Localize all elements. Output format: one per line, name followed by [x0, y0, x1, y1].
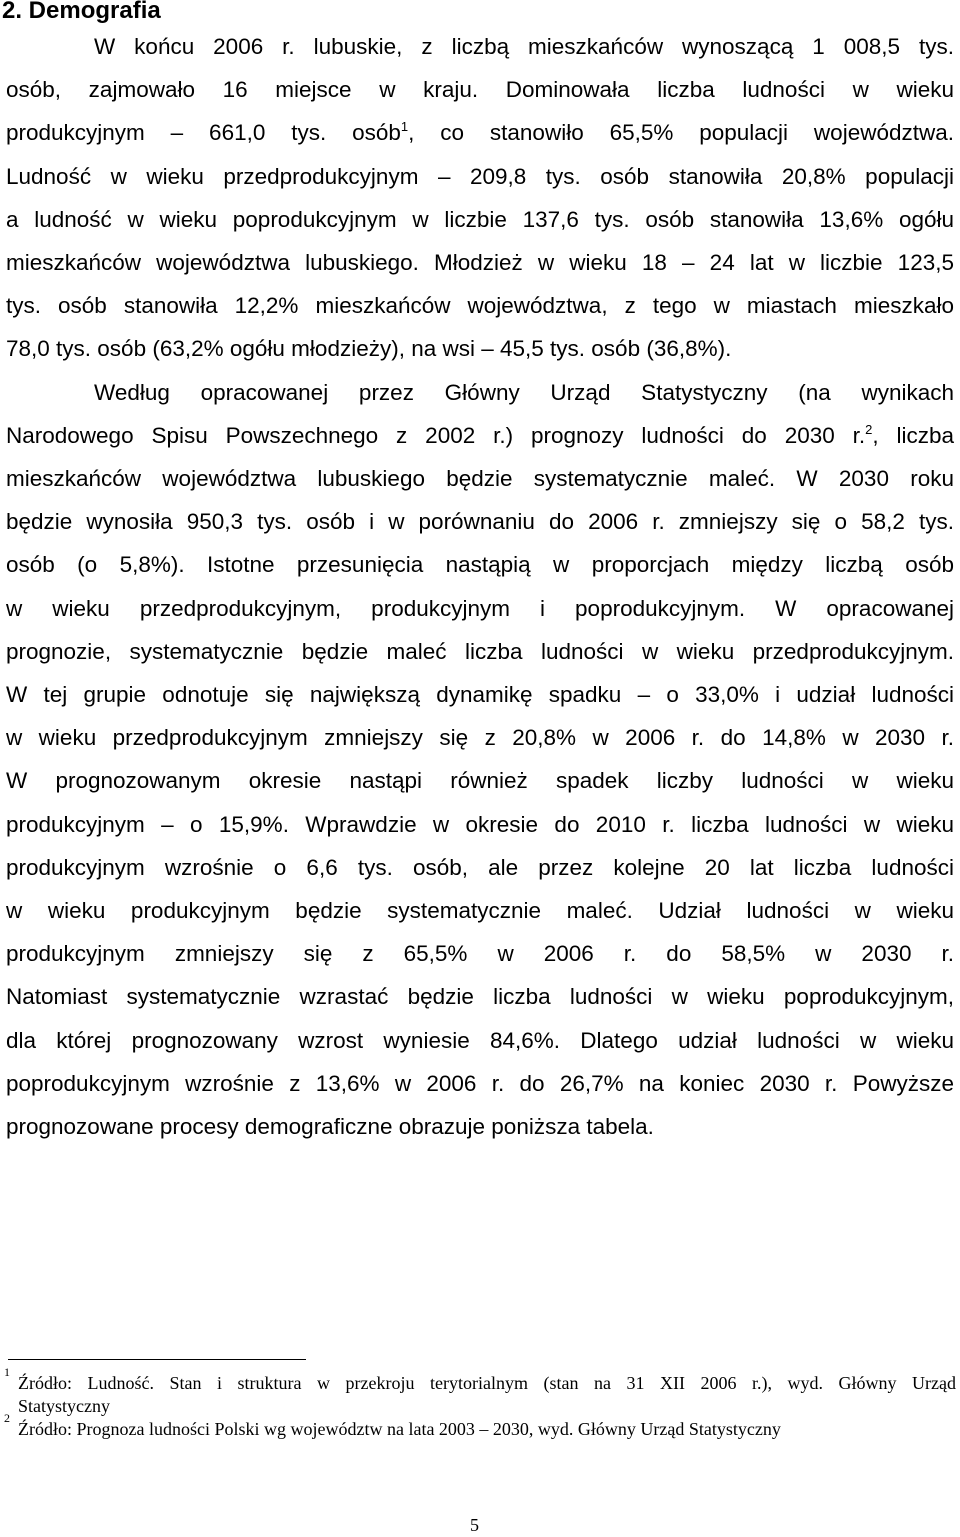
text-segment: , liczba — [872, 422, 954, 448]
text-line: Natomiast systematycznie wzrastać będzie liczba ludności w wieku poprodukcyjnym, — [6, 984, 954, 1010]
text-line: prognozie, systematycznie będzie maleć liczba ludności w wieku przedprodukcyjnym. — [6, 638, 954, 664]
text-line: osób (o 5,8%). Istotne przesunięcia nastąpią w proporcjach między liczbą osób — [6, 552, 954, 578]
text-line: W tej grupie odnotuje się największą dynamikę spadku – o 33,0% i udział ludności — [6, 682, 954, 707]
text-line: tys. osób stanowiła 12,2% mieszkańców województwa, z tego w miastach mieszkało — [6, 293, 954, 319]
text-line: a ludność w wieku poprodukcyjnym w liczbie 137,6 tys. osób stanowiła 13,6% ogółu — [6, 206, 954, 232]
text-line: Ludność w wieku przedprodukcyjnym – 209,8 tys. osób stanowiła 20,8% populacji — [6, 163, 954, 189]
text-line: poprodukcyjnym wzrośnie z 13,6% w 2006 r. do 26,7% na koniec 2030 r. Powyższe — [6, 1070, 954, 1096]
page-number: 5 — [470, 1515, 479, 1535]
text-line — [6, 118, 954, 148]
text-line: prognozowane procesy demograficzne obrazuje poniższa tabela. — [6, 1114, 654, 1139]
text-line: produkcyjnym – o 15,9%. Wprawdzie w okresie do 2010 r. liczba ludności w wieku — [6, 811, 954, 837]
footnote-reference: 1 — [400, 119, 409, 135]
text-line: w wieku produkcyjnym będzie systematycznie maleć. Udział ludności w wieku — [6, 898, 954, 923]
footnote-reference: 2 — [865, 421, 873, 437]
text-line: będzie wynosiła 950,3 tys. osób i w porównaniu do 2006 r. zmniejszy się o 58,2 tys. — [6, 509, 954, 535]
text-line: dla której prognozowany wzrost wyniesie 84,6%. Dlatego udział ludności w wieku — [6, 1027, 954, 1053]
text-line: produkcyjnym wzrośnie o 6,6 tys. osób, ale przez kolejne 20 lat liczba ludności — [6, 854, 954, 880]
text-line: 78,0 tys. osób (63,2% ogółu młodzieży), na wsi – 45,5 tys. osób (36,8%). — [6, 336, 732, 362]
text-segment: Narodowego Spisu Powszechnego z 2002 r.) prognozy ludności do 2030 r. — [6, 422, 866, 448]
text-segment: produkcyjnym – 661,0 tys. osób — [6, 120, 401, 146]
text-line: W końcu 2006 r. lubuskie, z liczbą mieszkańców wynoszącą 1 008,5 tys. — [94, 34, 954, 59]
footnote-number: 1 — [4, 1365, 10, 1379]
footnote-1-continuation: Statystyczny — [18, 1396, 110, 1416]
section-heading: 2. Demografia — [2, 0, 161, 24]
text-line: Według opracowanej przez Główny Urząd Statystyczny (na wynikach — [94, 379, 954, 405]
footnote-text: Źródło: Ludność. Stan i struktura w przekroju terytorialnym (stan na 31 XII 2006 r.), wyd. Główny Urząd — [18, 1373, 956, 1393]
text-line: w wieku przedprodukcyjnym zmniejszy się z 20,8% w 2006 r. do 14,8% w 2030 r. — [6, 725, 954, 751]
footnote-number: 2 — [4, 1411, 10, 1425]
footnote-separator — [8, 1359, 306, 1360]
text-line: W prognozowanym okresie nastąpi również spadek liczby ludności w wieku — [6, 768, 954, 794]
text-line: mieszkańców województwa lubuskiego będzie systematycznie maleć. W 2030 roku — [6, 466, 954, 491]
text-segment: , co stanowiło 65,5% populacji województwa. — [408, 120, 954, 146]
text-line: produkcyjnym zmniejszy się z 65,5% w 2006 r. do 58,5% w 2030 r. — [6, 941, 954, 967]
text-line — [6, 421, 954, 451]
text-line: osób, zajmowało 16 miejsce w kraju. Dominowała liczba ludności w wieku — [6, 77, 954, 103]
text-line: mieszkańców województwa lubuskiego. Młodzież w wieku 18 – 24 lat w liczbie 123,5 — [6, 250, 954, 275]
text-line: w wieku przedprodukcyjnym, produkcyjnym i poprodukcyjnym. W opracowanej — [6, 595, 954, 621]
footnote-text: Źródło: Prognoza ludności Polski wg województw na lata 2003 – 2030, wyd. Główny Urząd Statystyczny — [18, 1419, 781, 1439]
